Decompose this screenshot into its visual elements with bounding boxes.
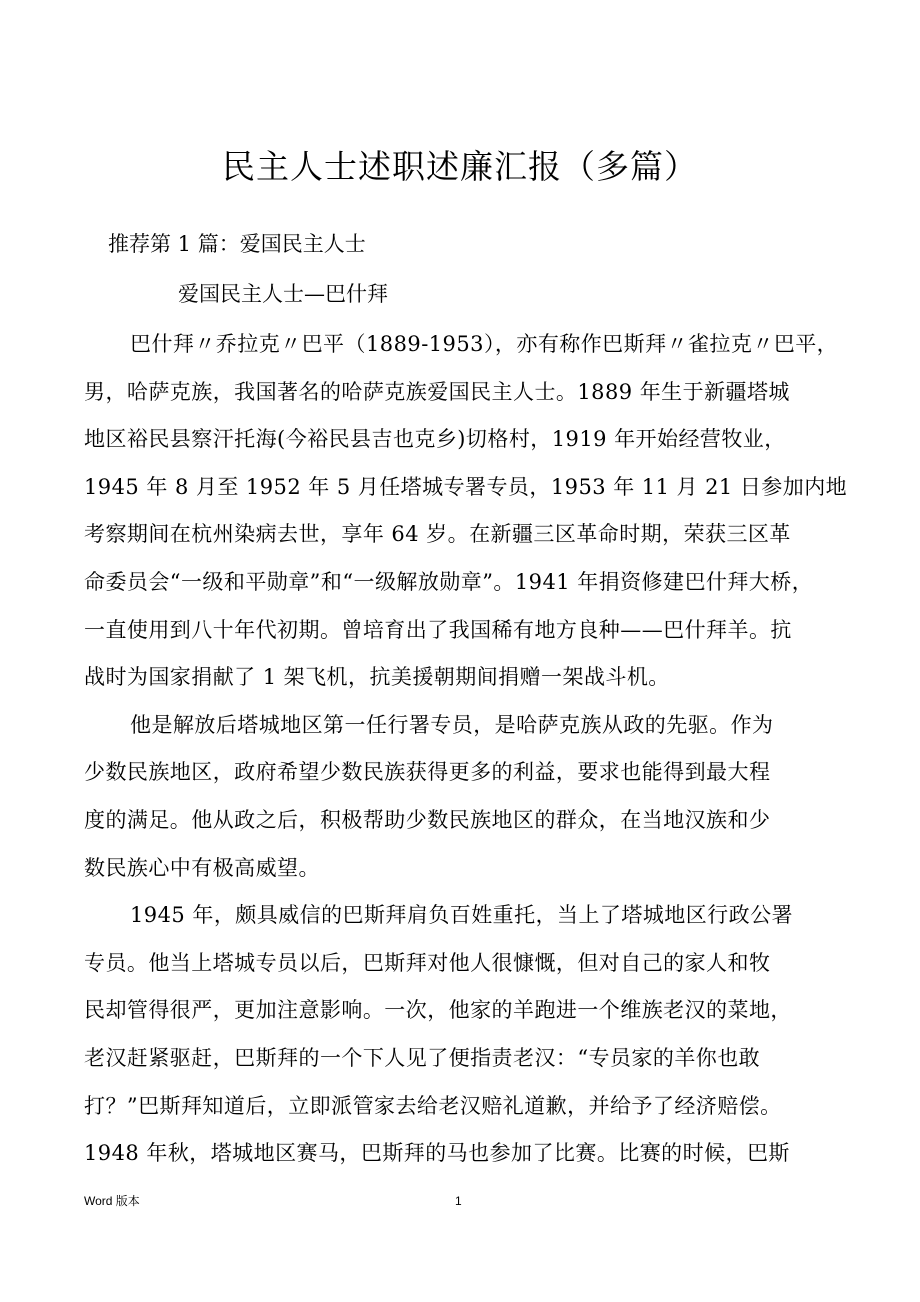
document-title: 民主人士述职述廉汇报（多篇） <box>222 147 698 186</box>
text-line: 民却管得很严，更加注意影响。一次，他家的羊跑进一个维族老汉的菜地， <box>84 998 792 1023</box>
article-subtitle: 推荐第 1 篇：爱国民主人士 <box>108 232 366 256</box>
footer-version-label: Word 版本 <box>84 1194 140 1208</box>
text-line: 1945 年 8 月至 1952 年 5 月任塔城专署专员，1953 年 11 月 21 日参加内地 <box>84 474 848 499</box>
text-line: 度的满足。他从政之后，积极帮助少数民族地区的群众，在当地汉族和少 <box>84 807 771 832</box>
text-line: 老汉赶紧驱赶，巴斯拜的一个下人见了便指责老汉：“专员家的羊你也敢 <box>84 1045 761 1070</box>
text-line: 一直使用到八十年代初期。曾培育出了我国稀有地方良种——巴什拜羊。抗 <box>84 617 792 642</box>
text-line: 专员。他当上塔城专员以后，巴斯拜对他人很慷慨，但对自己的家人和牧 <box>84 950 771 975</box>
text-line: 1945 年，颇具威信的巴斯拜肩负百姓重托，当上了塔城地区行政公署 <box>130 903 793 928</box>
text-line: 他是解放后塔城地区第一任行署专员，是哈萨克族从政的先驱。作为 <box>130 712 774 737</box>
text-line: 1948 年秋，塔城地区赛马，巴斯拜的马也参加了比赛。比赛的时候，巴斯 <box>84 1141 790 1166</box>
text-line: 数民族心中有极高威望。 <box>84 855 320 880</box>
text-line: 少数民族地区，政府希望少数民族获得更多的利益，要求也能得到最大程 <box>84 760 771 785</box>
text-line: 地区裕民县察汗托海(今裕民县吉也克乡)切格村，1919 年开始经营牧业， <box>84 427 786 452</box>
footer-page-number: 1 <box>455 1194 462 1208</box>
text-line: 考察期间在杭州染病去世，享年 64 岁。在新疆三区革命时期，荣获三区革 <box>84 522 791 547</box>
text-line: 男，哈萨克族，我国著名的哈萨克族爱国民主人士。1889 年生于新疆塔城 <box>84 379 790 404</box>
text-line: 打？”巴斯拜知道后，立即派管家去给老汉赔礼道歉，并给予了经济赔偿。 <box>84 1093 782 1118</box>
body-text <box>84 325 848 1182</box>
section-heading: 爱国民主人士—巴什拜 <box>178 282 388 306</box>
text-line: 战时为国家捐献了 1 架飞机，抗美援朝期间捐赠一架战斗机。 <box>84 665 670 690</box>
text-line: 巴什拜〃乔拉克〃巴平（1889-1953），亦有称作巴斯拜〃雀拉克〃巴平， <box>130 332 839 356</box>
text-line: 命委员会“一级和平勋章”和“一级解放勋章”。1941 年捐资修建巴什拜大桥， <box>84 569 814 594</box>
